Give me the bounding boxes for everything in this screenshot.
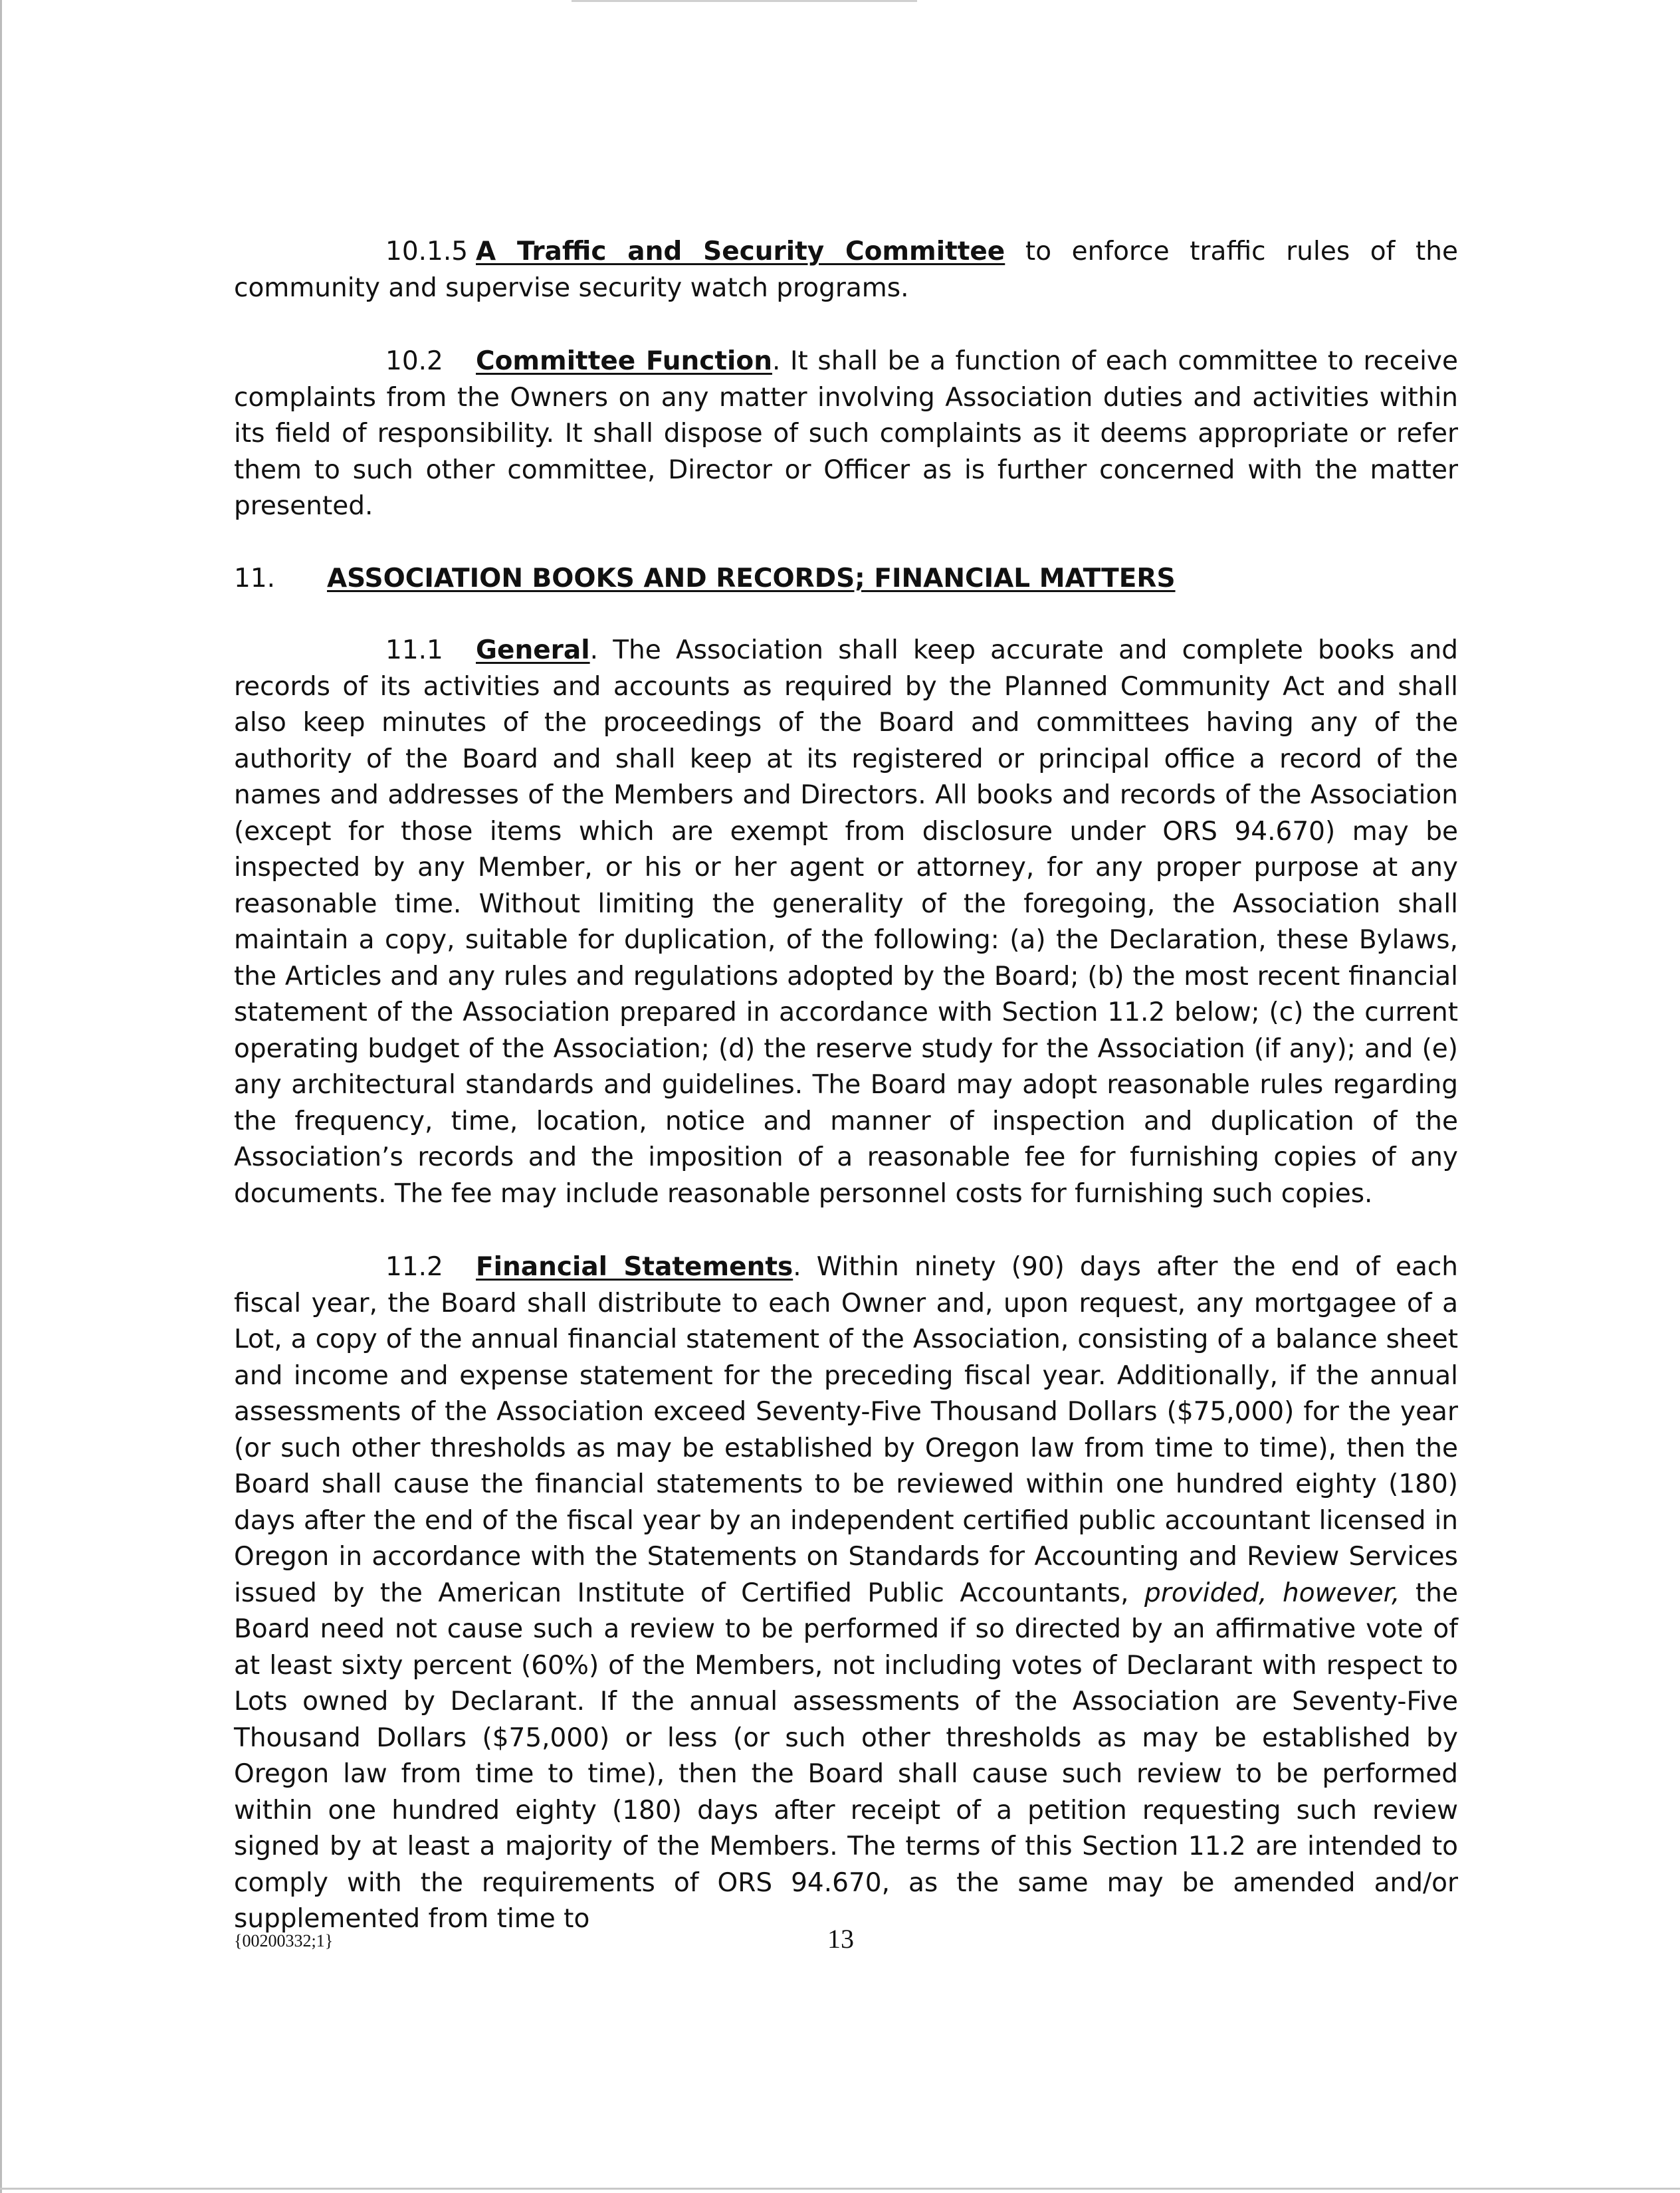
section-10-1-5 (234, 234, 1458, 306)
section-number: 10.1.5 (385, 237, 469, 266)
section-text: . Within ninety (90) days after the end of each fiscal year, the Board shall distribute to each Owner and, upon request, any mortgagee of a Lot, a copy of the annual financial statement of the Association, consisting of a balance sheet and income and expense statement for the preceding fiscal year. Additionally, if the annual assessments of the Association exceed Seventy-Five Thousand Dollars ($75,000) for the year (or such other thresholds as may be established by Oregon law from time to time), then the Board shall cause the financial statements to be reviewed within one hundred eighty (180) days after the end of the fiscal year by an independent certified public accountant licensed in Oregon in accordance with the Statements on Standards for Accounting and Review Services issued by the American Institute of Certified Public Accountants, (234, 1252, 1458, 1608)
section-heading: ASSOCIATION BOOKS AND RECORDS; FINANCIAL MATTERS (327, 563, 1176, 593)
section-11-1 (234, 633, 1458, 1212)
section-text: to enforce traffic rules of the community and supervise security watch programs. (234, 237, 1458, 303)
scan-border-left (0, 0, 2, 2193)
page-number: 13 (827, 1924, 854, 1954)
document-id: {00200332;1} (234, 1931, 334, 1950)
document-page (234, 234, 1458, 1938)
scan-border-top (572, 0, 917, 2)
section-11-heading (234, 561, 1458, 597)
scan-border-bottom (0, 2188, 1680, 2190)
section-number: 11.1 (385, 635, 443, 665)
section-11-2 (234, 1249, 1458, 1938)
section-title: Financial Statements (476, 1252, 793, 1282)
section-number: 10.2 (385, 346, 443, 376)
page-footer (234, 1923, 1458, 1956)
section-title: General (476, 635, 590, 665)
section-number: 11.2 (385, 1252, 443, 1282)
section-title: Committee Function (476, 346, 772, 376)
section-10-2 (234, 344, 1458, 525)
section-number: 11. (234, 563, 276, 593)
section-text: the Board need not cause such a review to be performed if so directed by an affirmative vote of at least sixty percent (60%) of the Members, not including votes of Declarant with respect to Lots owned by Declarant. If the annual assessments of the Association are Seventy-Five Thousand Dollars ($75,000) or less (or such other thresholds as may be established by Oregon law from time to time), then the Board shall cause such review to be performed within one hundred eighty (180) days after receipt of a petition requesting such review signed by at least a majority of the Members. The terms of this Section 11.2 are intended to comply with the requirements of ORS 94.670, as the same may be amended and/or supplemented from time to (234, 1578, 1458, 1934)
section-text: . The Association shall keep accurate and complete books and records of its activities and accounts as required by the Planned Community Act and shall also keep minutes of the proceedings of the Board and committees having any of the authority of the Board and shall keep at its registered or principal office a record of the names and addresses of the Members and Directors. All books and records of the Association (except for those items which are exempt from disclosure under ORS 94.670) may be inspected by any Member, or his or her agent or attorney, for any proper purpose at any reasonable time. Without limiting the generality of the foregoing, the Association shall maintain a copy, suitable for duplication, of the following: (a) the Declaration, these Bylaws, the Articles and any rules and regulations adopted by the Board; (b) the most recent financial statement of the Association prepared in accordance with Section 11.2 below; (c) the current operating budget of the Association; (d) the reserve study for the Association (if any); and (e) any architectural standards and guidelines. The Board may adopt reasonable rules regarding the frequency, time, location, notice and manner of inspection and duplication of the Association’s records and the imposition of a reasonable fee for furnishing copies of any documents. The fee may include reasonable personnel costs for furnishing such copies. (234, 635, 1458, 1209)
section-title: A Traffic and Security Committee (476, 237, 1005, 266)
section-text: . It shall be a function of each committee to receive complaints from the Owners on any matter involving Association duties and activities within its field of responsibility. It shall dispose of such complaints as it deems appropriate or refer them to such other committee, Director or Officer as is further concerned with the matter presented. (234, 346, 1458, 521)
section-text-italic: provided, however, (1144, 1578, 1400, 1608)
